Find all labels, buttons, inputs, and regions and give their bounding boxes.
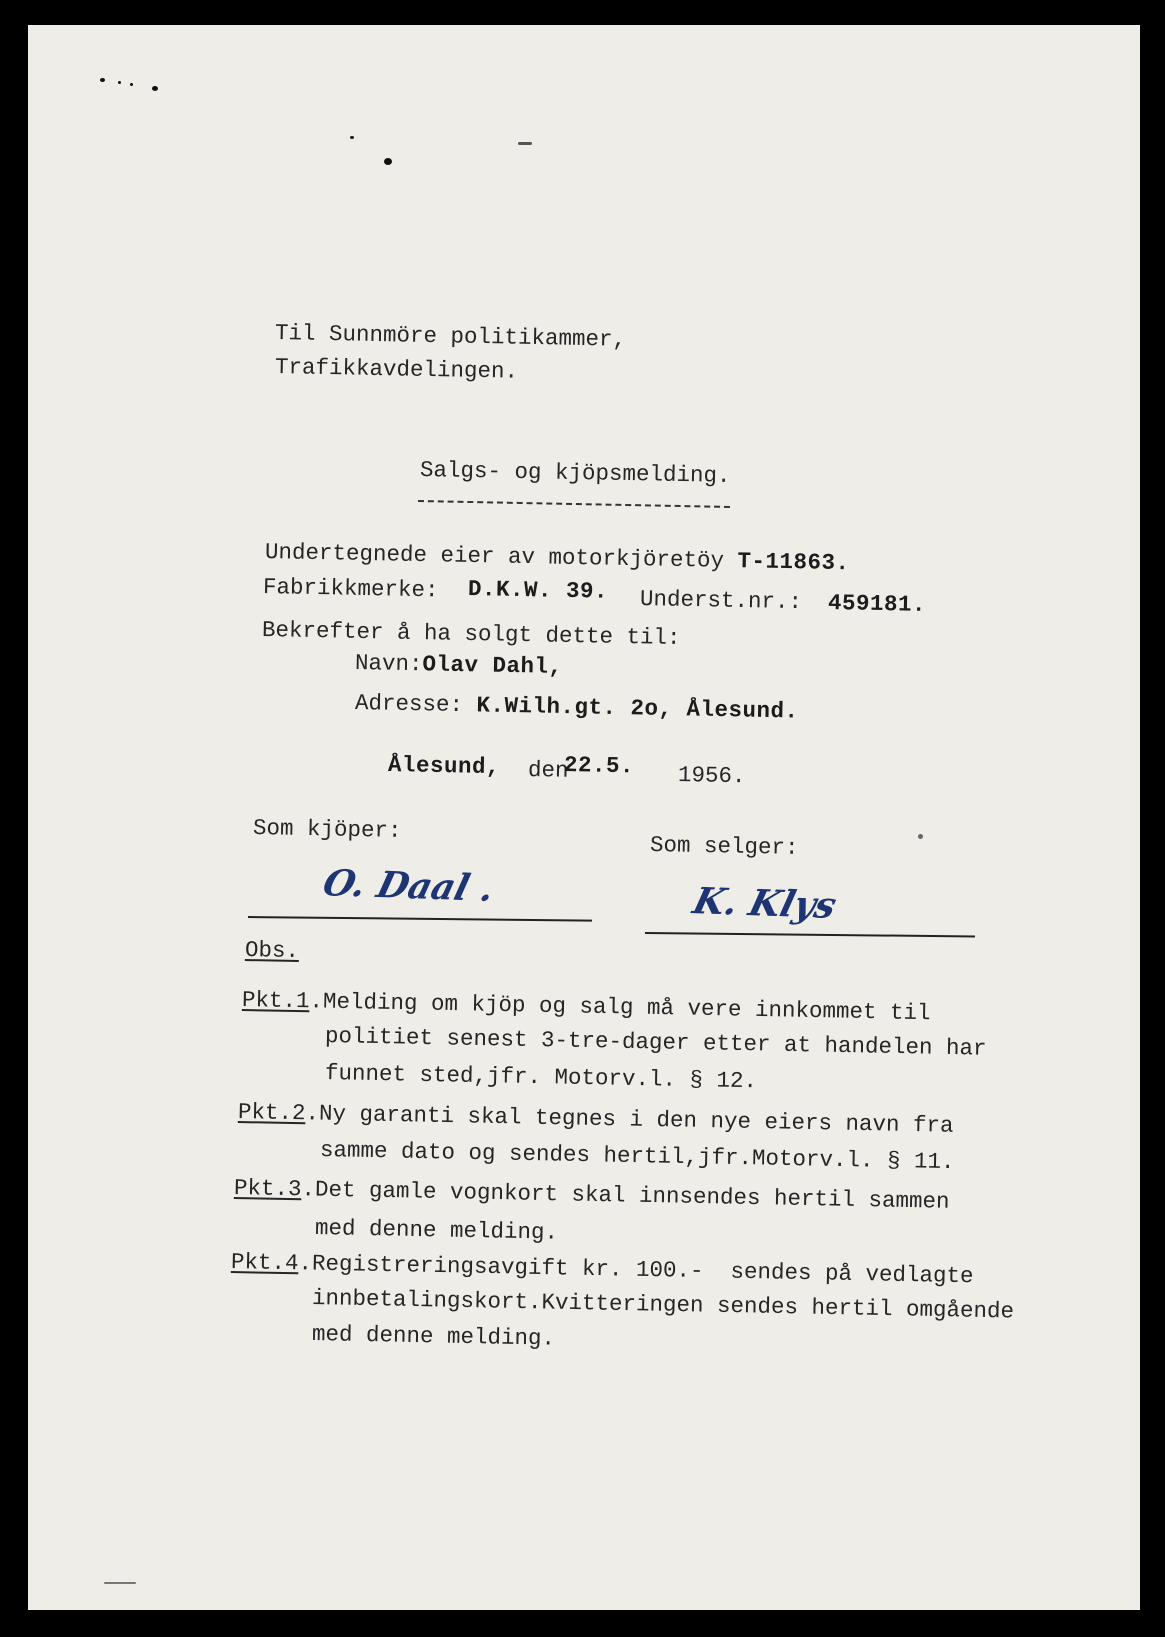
point-label: Pkt.3 xyxy=(233,1175,302,1203)
point-text: politiet senest 3-tre-dager etter at handelen har xyxy=(324,1023,987,1062)
date-den: den xyxy=(527,757,569,784)
buyer-signature: O. Daal . xyxy=(318,862,499,910)
registration-plate: T-11863. xyxy=(737,548,850,577)
document-page xyxy=(28,25,1140,1610)
chassis-label: Underst.nr.: xyxy=(639,586,803,616)
date-day: 22.5. xyxy=(563,752,635,780)
make-label: Fabrikkmerke: xyxy=(262,574,439,604)
point-label: Pkt.2 xyxy=(237,1099,306,1127)
speck xyxy=(130,83,133,86)
speck xyxy=(350,136,354,139)
point-label: Pkt.1 xyxy=(241,987,310,1015)
speck xyxy=(104,1582,136,1584)
speck xyxy=(384,158,392,165)
buyer-label: Som kjöper: xyxy=(252,815,402,844)
date-year: 1956. xyxy=(677,762,746,790)
buyer-name: Olav Dahl, xyxy=(422,651,563,680)
point-text: med denne melding. xyxy=(311,1321,556,1352)
point-text: .Det gamle vognkort skal innsendes hertil sammen xyxy=(301,1176,950,1215)
document-title: Salgs- og kjöpsmelding. xyxy=(419,457,731,489)
date-place: Ålesund, xyxy=(387,752,501,781)
seller-signature: K. Klys xyxy=(688,880,841,927)
point-text: med denne melding. xyxy=(314,1215,559,1246)
address-label: Adresse: xyxy=(354,690,477,719)
recipient-line-1: Til Sunnmöre politikammer, xyxy=(274,320,627,353)
speck xyxy=(518,142,532,145)
point-text: samme dato og sendes hertil,jfr.Motorv.l. § 11. xyxy=(319,1137,955,1176)
buyer-address: K.Wilh.gt. 2o, Ålesund. xyxy=(476,692,799,725)
name-label: Navn: xyxy=(354,650,423,678)
point-text: funnet sted,jfr. Motorv.l. § 12. xyxy=(324,1060,758,1095)
speck xyxy=(118,81,121,84)
speck xyxy=(152,86,158,91)
owner-prefix: Undertegnede eier av motorkjöretöy xyxy=(264,539,738,575)
recipient-line-2: Trafikkavdelingen. xyxy=(274,354,519,385)
speck xyxy=(918,834,923,839)
obs-heading: Obs. xyxy=(244,937,300,965)
point-label: Pkt.4 xyxy=(230,1249,299,1277)
speck xyxy=(100,78,105,82)
chassis-value: 459181. xyxy=(827,590,927,618)
make-value: D.K.W. 39. xyxy=(467,576,609,605)
point-text: .Ny garanti skal tegnes i den nye eiers navn fra xyxy=(305,1100,954,1139)
confirm-line: Bekrefter å ha solgt dette til: xyxy=(261,617,681,652)
point-text: innbetalingskort.Kvitteringen sendes hertil omgående xyxy=(311,1285,1015,1325)
point-text: .Melding om kjöp og salg må vere innkommet til xyxy=(309,988,931,1027)
point-text: .Registreringsavgift kr. 100.- sendes på vedlagte xyxy=(298,1250,974,1290)
name-line xyxy=(355,650,563,680)
seller-label: Som selger: xyxy=(649,832,799,861)
